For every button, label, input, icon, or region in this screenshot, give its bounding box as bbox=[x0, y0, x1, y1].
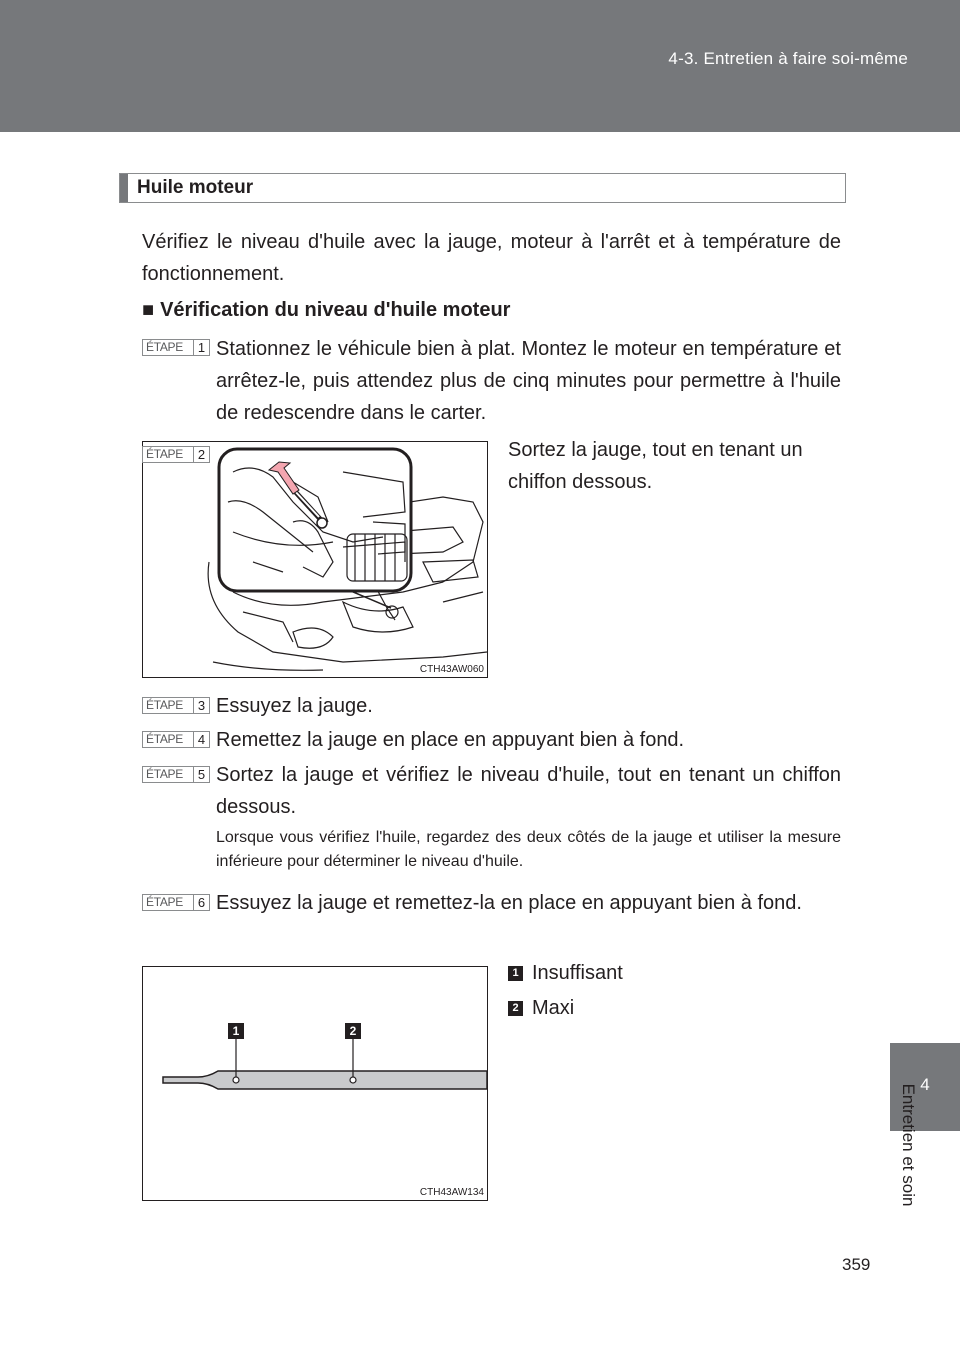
dipstick-illustration bbox=[143, 967, 487, 1200]
page-header bbox=[0, 0, 960, 132]
step-word: ÉTAPE bbox=[146, 732, 183, 746]
legend-label: Maxi bbox=[532, 997, 575, 1019]
step-text-5: Sortez la jauge et vérifiez le niveau d'huile, tout en tenant un chiffon dessous. bbox=[216, 764, 841, 818]
step-number: 5 bbox=[193, 767, 209, 782]
figure-marker-2: 2 bbox=[349, 1024, 357, 1038]
subheading-text: Vérification du niveau d'huile moteur bbox=[160, 299, 511, 321]
figure-marker-1: 1 bbox=[232, 1024, 240, 1038]
step-text-6: Essuyez la jauge et remettez-la en place en appuyant bien à fond. bbox=[216, 892, 802, 914]
section-title-box bbox=[119, 173, 846, 203]
legend-marker: 2 bbox=[508, 1001, 523, 1016]
step-word: ÉTAPE bbox=[146, 895, 183, 909]
step-badge-5 bbox=[142, 766, 210, 783]
step-number: 1 bbox=[193, 340, 209, 355]
step-word: ÉTAPE bbox=[146, 447, 183, 461]
figure-code: CTH43AW060 bbox=[419, 664, 484, 675]
step-badge-1 bbox=[142, 339, 210, 356]
step-number: 6 bbox=[193, 895, 209, 910]
section-title-bar bbox=[120, 174, 128, 202]
figure-code: CTH43AW134 bbox=[419, 1187, 484, 1198]
step-text-2: Sortez la jauge, tout en tenant un chiffon dessous. bbox=[508, 439, 803, 493]
step-number: 2 bbox=[193, 447, 209, 462]
section-title: Huile moteur bbox=[137, 177, 254, 198]
page-number: 359 bbox=[842, 1255, 871, 1274]
square-bullet-icon: ■ bbox=[142, 299, 155, 321]
header-section-title: 4-3. Entretien à faire soi-même bbox=[668, 49, 908, 68]
legend-item-full bbox=[508, 997, 574, 1020]
subheading bbox=[142, 299, 510, 322]
step-number: 4 bbox=[193, 732, 209, 747]
note-text: Lorsque vous vérifiez l'huile, regardez des deux côtés de la jauge et utiliser la mesure inférieure pour déterminer le niveau d'huile. bbox=[216, 829, 841, 870]
legend-item-low bbox=[508, 962, 623, 985]
step-text-3: Essuyez la jauge. bbox=[216, 695, 373, 717]
engine-bay-illustration bbox=[143, 442, 487, 677]
step-text-1: Stationnez le véhicule bien à plat. Montez le moteur en température et arrêtez-le, puis attendez plus de cinq minutes pour permettre à l'huile de redescendre dans le carter. bbox=[216, 338, 841, 424]
dipstick-level-figure bbox=[142, 966, 488, 1201]
step-number: 3 bbox=[193, 698, 209, 713]
legend-label: Insuffisant bbox=[532, 962, 623, 984]
dipstick-location-figure bbox=[142, 441, 488, 678]
step-word: ÉTAPE bbox=[146, 698, 183, 712]
legend-marker: 1 bbox=[508, 966, 523, 981]
step-badge-6 bbox=[142, 894, 210, 911]
step-word: ÉTAPE bbox=[146, 767, 183, 781]
step-text-4: Remettez la jauge en place en appuyant bien à fond. bbox=[216, 729, 685, 751]
step-badge-4 bbox=[142, 731, 210, 748]
intro-paragraph: Vérifiez le niveau d'huile avec la jauge, moteur à l'arrêt et à température de fonctionnement. bbox=[142, 231, 841, 285]
step-badge-3 bbox=[142, 697, 210, 714]
chapter-number: 4 bbox=[920, 1075, 930, 1094]
step-word: ÉTAPE bbox=[146, 340, 183, 354]
chapter-label: Entretien et soin bbox=[899, 1083, 918, 1207]
